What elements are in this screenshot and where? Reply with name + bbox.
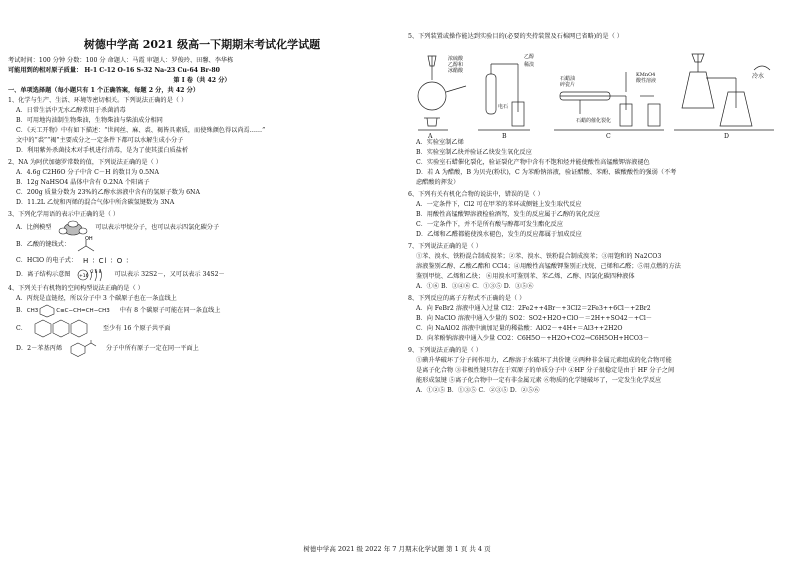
q4-option-a[interactable]: A．丙烷是直链烃，所以分子中 3 个碳原子也在一条直线上 [16,295,177,302]
label-glacial-acetic: 冰醋酸 [448,68,464,74]
q4-b-text: 中有 8 个碳原子可能在同一条直线上 [119,307,221,314]
lab-apparatus-drawing [414,52,784,144]
q4-option-c[interactable] [8,318,396,340]
q5-option-a[interactable]: A．实验室制乙烯 [416,139,464,146]
q6-stem: 6、下列有关有机化合物的说法中，错误的是（ ） [408,191,544,198]
hclo-electron-formula: H ∶ Cl ∶ O ∶ [83,257,130,265]
q3-d-label: D．离子结构示意图 [16,271,71,278]
q3-option-b[interactable] [8,236,396,254]
q8-stem: 8、下列反应的离子方程式不正确的是（ ） [408,295,526,302]
q4-d-label: D．2－苯基丙烯 [16,345,63,352]
q9-line-2: 是离子化合物 ③非极性键只存在于双原子的单质分子中 ④HF 分子很稳定是由于 HF 分子之间 [416,367,675,374]
q3-b-label: B．乙酸的键线式： [16,241,71,248]
figure-label-b: B [502,133,507,140]
q2-option-a[interactable]: A．4.6g C2H6O 分子中含 C－H 的数目为 0.5NA [16,169,159,176]
q3-option-c[interactable] [8,254,396,268]
q6-option-d[interactable]: D．乙烯和乙醛都能使溴水褪色，发生的反应都属于加成反应 [416,231,582,238]
q9-stem: 9、下列说法正确的是（ ） [408,347,482,354]
q4-b-label: B． [16,307,27,314]
label-ethanol: 乙醇 [524,54,535,60]
q6-option-c[interactable]: C．一定条件下，并不是所有酸与醇都可发生酯化反应 [416,221,564,228]
q4-c-label: C． [16,325,27,332]
section-heading: 一、单项选择题（每小题只有 1 个正确答案，每题 2 分，共 42 分） [8,87,200,94]
q8-option-b[interactable]: B．向 NaClO 溶液中通入少量的 SO2：SO2+H2O+ClO－＝2H++SO42－+Cl－ [416,315,652,322]
figure-label-d: D [724,133,729,140]
q1-option-c-cont: 文中的“裘”“褐”主要成分之一定条件下都可以水解生成小分子 [16,137,184,144]
exam-info: 考试时间：100 分钟 分数：100 分 命题人：马霞 审题人：罗俊玲、田馨、李华栋 [8,57,234,64]
label-porcelain: 碎瓷片 [560,82,576,88]
ch3-label: CH3 [26,308,39,314]
label-bromine: 稀溴 [524,62,535,68]
q5-apparatus-figure [414,52,784,144]
biphenyl-rings-icon [33,318,93,340]
figure-label-a: A [428,133,433,140]
label-carbide: 电石 [498,104,509,110]
label-ethanol-and: 乙醇和 [448,62,464,68]
q7-options[interactable]: A．①⑥ B．③④⑥ C．①③⑤ D．③⑤⑥ [416,283,534,290]
q1-option-c[interactable]: C．《天工开物》中有如下描述：“世间丝、麻、裘、褐皆具素质，而使殊颜色得以尚焉……” [16,127,266,134]
q3-option-d[interactable] [8,268,396,282]
exam-title: 树德中学高 2021 级高一下期期末考试化学试题 [83,38,321,51]
acetic-acid-skeletal-icon [76,236,104,254]
q6-option-a[interactable]: A．一定条件下，Cl2 可在甲苯的苯环或侧链上发生取代反应 [416,201,582,208]
q2-option-c[interactable]: C．200g 质量分数为 23%的乙醇水溶液中含有的氢原子数为 6NA [16,189,200,196]
q6-option-b[interactable]: B．用酸性高锰酸钾溶液检验酒驾，发生的反应属于乙醇的氧化反应 [416,211,600,218]
q3-stem: 3、下列化学用语的表示中正确的是（ ） [8,211,120,218]
chain-label: C≡C−CH=CH−CH3 [56,308,110,314]
label-cold-water: 冷水 [752,73,765,80]
shell-label: 2 8 8 [91,269,102,274]
q8-option-c[interactable]: C．向 NaAlO2 溶液中滴加足量的稀盐酸：AlO2－+4H+＝Al3++2H2O [416,325,623,332]
q4-c-text: 至少有 16 个原子共平面 [102,325,171,332]
q2-stem: 2、NA 为阿伏加德罗常数的值，下列说法正确的是（ ） [8,159,162,166]
label-acidic-solution: 酸性溶液 [636,78,657,84]
hclo-cl: Cl [98,257,108,265]
q4-option-d[interactable] [8,340,396,358]
hclo-h: H [83,257,90,265]
figure-label-c: C [606,133,611,140]
q8-option-d[interactable]: D．向苯酚钠溶液中通入少量 CO2：C6H5O－+H2O+CO2→C6H5OH+HCO3－ [416,335,650,342]
atomic-masses: 可能用到的相对原子质量： H-1 C-12 O-16 S-32 Na-23 Cu-64 Br-80 [8,67,220,74]
q1-option-b[interactable]: B．可用地沟油制生物柴油，生物柴油与柴油成分相同 [16,117,163,124]
q3-option-a[interactable] [8,220,396,236]
q7-line-1: ①苯、溴水、铁粉混合制成溴苯；②苯、溴水、铁粉混合制成溴苯；③用饱和的 Na2CO3 [416,253,662,260]
label-cracking: 石蜡的催化裂化 [576,118,612,124]
q1-option-a[interactable]: A．日常生活中无水乙醇常用于杀菌消毒 [16,107,126,114]
q2-option-b[interactable]: B．12g NaHSO4 晶体中含有 0.2NA 个阳离子 [16,179,150,186]
q3-a-label: A．比例模型 [16,224,52,231]
volume-heading: 第 I 卷（共 42 分） [173,77,231,84]
q3-c-label: C．HClO 的电子式： [16,257,78,264]
hclo-o: O [116,257,124,265]
left-column [8,6,396,539]
q5-option-d-cont: 虑醋酸的挥发） [416,179,460,186]
space-filling-model-icon [57,220,89,236]
q4-option-b[interactable] [8,304,396,318]
label-paraffin: 石蜡油 [560,76,576,82]
q2-option-d[interactable]: D．11.2L 乙烷和丙烯的混合气体中所含碳氢键数为 3NA [16,199,175,206]
q5-stem: 5、下列装置或操作能达到实验目的(必要的夹持装置及石棉网已省略)的是（ ） [408,33,623,40]
ion-structure-icon [76,268,110,282]
q5-option-c[interactable]: C．实验室石蜡催化裂化，验证裂化产物中含有不饱和烃并能使酸性高锰酸钾溶液褪色 [416,159,650,166]
q4-d-text: 分子中所有原子一定在同一平面上 [106,345,199,352]
label-kmno4: KMnO4 [636,72,656,78]
q1-option-d[interactable]: D．利用紫外杀菌技术对手机进行消毒，是为了使其蛋白质盐析 [16,147,189,154]
q7-line-3: 鉴别甲烷、乙烯和乙炔； ⑥用溴水可鉴别苯、苯乙烯、乙醇、四氯化碳四种液体 [416,273,635,280]
q9-line-1: ①碘升华破坏了分子间作用力，乙醇溶于水破坏了共价键 ②两种非金属元素组成的化合物可能 [416,357,672,364]
benzene-ring-icon [38,304,56,318]
nucleus-label: +16 [79,274,89,279]
q1-stem: 1、化学与生产、生活、环境等密切相关。下列说法正确的是（ ） [8,97,188,104]
q4-stem: 4、下列关于有机物的空间构型说法正确的是（ ） [8,285,144,292]
q7-stem: 7、下列说法正确的是（ ） [408,243,482,250]
q7-line-2: 溶液鉴别乙醇、乙酸乙酯和 CCl4；④用酸性高锰酸钾鉴别正戊烷、己烯和乙醛；⑤用点燃的方法 [416,263,681,270]
q5-option-b[interactable]: B．实验室制乙炔并验证乙炔发生氧化反应 [416,149,532,156]
q3-a-text: 可以表示甲烷分子，也可以表示四氯化碳分子 [95,224,220,231]
page-footer: 树德中学高 2021 级 2022 年 7 月期末化学试题 第 1 页 共 4 页 [303,545,491,553]
q5-option-d[interactable]: D．若 A 为醋酸，B 为贝壳(粉状)，C 为苯酚钠溶液，验证醋酸、苯酚、碳酸酸性的强弱（不考 [416,169,677,176]
q3-d-text: 可以表示 32S2－，又可以表示 34S2－ [114,271,225,278]
q8-option-a[interactable]: A．向 FeBr2 溶液中通入过量 Cl2：2Fe2++4Br－+3Cl2＝2Fe3++6Cl－+2Br2 [416,305,651,312]
label-conc-h2so4: 浓硫酸 [448,56,464,62]
q9-line-3: 能形成氢键 ⑤离子化合物中一定有非金属元素 ⑥物质的化学键破坏了，一定发生化学反应 [416,377,662,384]
phenylpropene-icon [68,340,98,358]
oh-label: OH [85,236,93,242]
q9-options[interactable]: A．①②⑤ B．①③⑤ C．②③⑤ D．②⑤⑥ [416,387,540,394]
